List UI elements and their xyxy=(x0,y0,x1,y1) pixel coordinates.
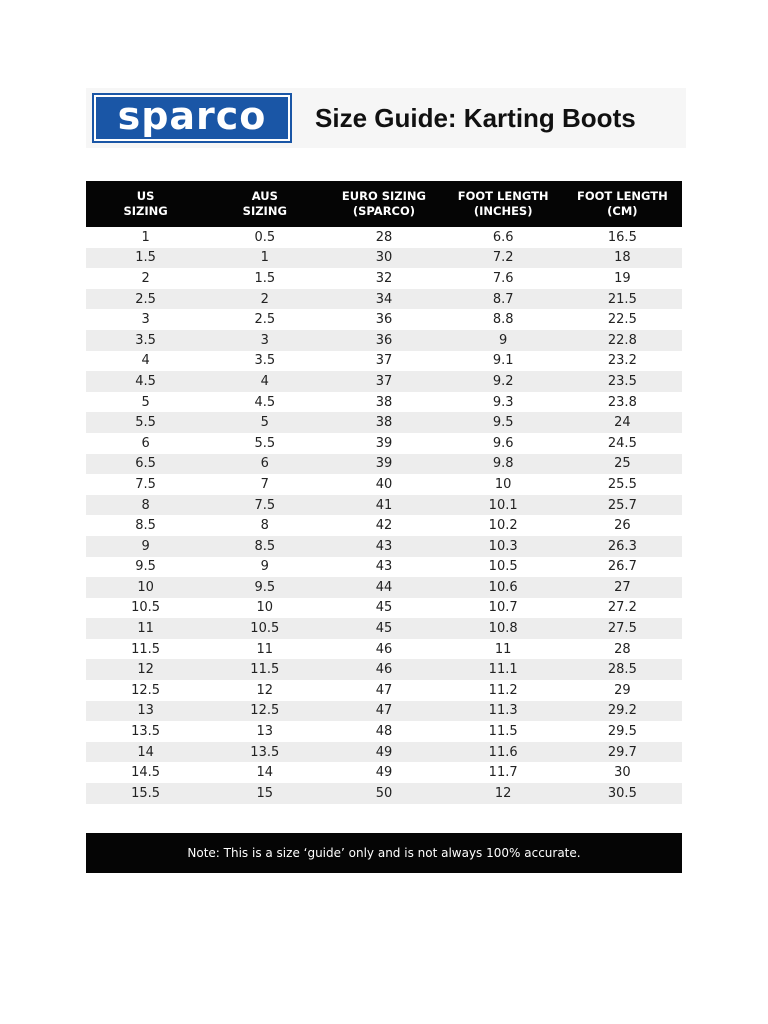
table-row xyxy=(86,248,682,269)
table-cell: 34 xyxy=(324,289,443,310)
table-cell: 1 xyxy=(205,248,324,269)
table-row xyxy=(86,433,682,454)
table-cell: 11.1 xyxy=(444,659,563,680)
table-row xyxy=(86,371,682,392)
table-cell: 12.5 xyxy=(131,682,161,698)
table-header xyxy=(86,181,682,227)
header-line: SIZING xyxy=(242,204,287,218)
table-cell: 29.2 xyxy=(563,701,682,722)
table-cell: 1.5 xyxy=(254,270,276,286)
table-cell: 7.2 xyxy=(444,248,563,269)
table-cell: 26.3 xyxy=(563,536,682,557)
table-cell: 42 xyxy=(375,518,393,534)
table-cell: 2.5 xyxy=(86,289,205,310)
table-cell: 18 xyxy=(563,248,682,269)
table-cell: 10.3 xyxy=(444,536,563,557)
table-cell: 28.5 xyxy=(563,659,682,680)
table-cell: 5.5 xyxy=(86,412,205,433)
table-cell: 10.7 xyxy=(488,600,518,616)
table-cell: 14 xyxy=(86,742,205,763)
table-cell: 25 xyxy=(563,454,682,475)
header-line: SIZING xyxy=(123,204,168,218)
table-cell: 11.5 xyxy=(205,659,324,680)
table-cell: 14.5 xyxy=(131,765,161,781)
table-row xyxy=(86,474,682,495)
table-cell: 8.7 xyxy=(444,289,563,310)
table-cell: 27.2 xyxy=(607,600,637,616)
table-cell: 11.3 xyxy=(444,701,563,722)
table-cell: 11.5 xyxy=(131,641,161,657)
table-cell: 3 xyxy=(141,312,150,328)
size-table xyxy=(86,181,682,804)
table-cell: 9.5 xyxy=(205,577,324,598)
table-row xyxy=(86,268,682,289)
table-cell: 14 xyxy=(256,765,274,781)
table-cell: 23.5 xyxy=(563,371,682,392)
table-cell: 12.5 xyxy=(205,701,324,722)
table-cell: 7.5 xyxy=(205,495,324,516)
header-euro-sizing xyxy=(324,181,443,227)
table-cell: 15.5 xyxy=(86,783,205,804)
table-cell: 3 xyxy=(205,330,324,351)
table-cell: 39 xyxy=(324,454,443,475)
table-cell: 23.8 xyxy=(607,394,637,410)
table-cell: 30 xyxy=(324,248,443,269)
table-cell: 38 xyxy=(324,412,443,433)
table-cell: 1 xyxy=(141,229,150,245)
table-cell: 9.6 xyxy=(492,435,514,451)
table-row xyxy=(86,783,682,804)
table-cell: 41 xyxy=(324,495,443,516)
table-cell: 29.5 xyxy=(607,724,637,740)
table-row xyxy=(86,577,682,598)
header-line: (SPARCO) xyxy=(352,204,416,218)
table-cell: 12 xyxy=(444,783,563,804)
table-cell: 10.5 xyxy=(131,600,161,616)
table-cell: 4 xyxy=(205,371,324,392)
table-cell: 7.6 xyxy=(492,270,514,286)
table-cell: 32 xyxy=(375,270,393,286)
table-cell: 9.8 xyxy=(444,454,563,475)
table-cell: 12 xyxy=(86,659,205,680)
table-cell: 9.2 xyxy=(444,371,563,392)
table-cell: 45 xyxy=(324,618,443,639)
table-row xyxy=(86,762,682,783)
table-row xyxy=(86,721,682,742)
table-cell: 25.7 xyxy=(563,495,682,516)
table-cell: 11.6 xyxy=(444,742,563,763)
table-cell: 43 xyxy=(324,536,443,557)
table-cell: 47 xyxy=(324,701,443,722)
table-cell: 5.5 xyxy=(254,435,276,451)
table-cell: 36 xyxy=(375,312,393,328)
table-cell: 50 xyxy=(324,783,443,804)
table-cell: 28 xyxy=(614,641,631,657)
table-cell: 7.5 xyxy=(135,476,156,492)
header-row xyxy=(86,181,682,227)
table-cell: 46 xyxy=(324,659,443,680)
table-cell: 26 xyxy=(614,518,631,534)
table-cell: 1.5 xyxy=(86,248,205,269)
table-cell: 27.5 xyxy=(563,618,682,639)
table-cell: 39 xyxy=(375,435,393,451)
table-cell: 49 xyxy=(375,765,393,781)
table-body xyxy=(86,227,682,804)
table-cell: 3.5 xyxy=(254,353,276,369)
table-cell: 11.2 xyxy=(488,682,518,698)
table-cell: 10.5 xyxy=(205,618,324,639)
header-line: FOOT LENGTH xyxy=(576,189,668,203)
note-text: Note: This is a size ‘guide’ only and is not always 100% accurate. xyxy=(187,846,581,860)
header-foot-length-cm xyxy=(563,181,682,227)
table-row xyxy=(86,598,682,619)
table-cell: 11.5 xyxy=(488,724,518,740)
table-row xyxy=(86,309,682,330)
table-cell: 6.6 xyxy=(492,229,514,245)
table-cell: 10 xyxy=(494,476,512,492)
table-cell: 13.5 xyxy=(131,724,161,740)
table-row xyxy=(86,495,682,516)
table-cell: 9.5 xyxy=(135,559,156,575)
table-row xyxy=(86,227,682,248)
table-cell: 2.5 xyxy=(254,312,276,328)
table-cell: 49 xyxy=(324,742,443,763)
table-row xyxy=(86,639,682,660)
table-cell: 28 xyxy=(375,229,393,245)
table-row xyxy=(86,412,682,433)
header-line: AUS xyxy=(251,189,278,203)
table-cell: 6 xyxy=(141,435,150,451)
table-cell: 16.5 xyxy=(607,229,637,245)
table-cell: 29.7 xyxy=(563,742,682,763)
header-line: (INCHES) xyxy=(473,204,533,218)
table-cell: 24 xyxy=(563,412,682,433)
logo-text: sparco xyxy=(117,94,267,138)
table-cell: 45 xyxy=(375,600,393,616)
table-cell: 10.6 xyxy=(444,577,563,598)
table-cell: 22.8 xyxy=(563,330,682,351)
header-line: EURO SIZING xyxy=(341,189,426,203)
table-cell: 22.5 xyxy=(607,312,637,328)
table-cell: 10.5 xyxy=(488,559,518,575)
table-cell: 44 xyxy=(324,577,443,598)
header-line: US xyxy=(136,189,155,203)
table-cell: 6 xyxy=(205,454,324,475)
table-cell: 19 xyxy=(614,270,631,286)
table-cell: 9.3 xyxy=(492,394,514,410)
table-cell: 5 xyxy=(205,412,324,433)
table-row xyxy=(86,330,682,351)
table-cell: 25.5 xyxy=(607,476,637,492)
table-cell: 8 xyxy=(260,518,269,534)
table-cell: 9 xyxy=(444,330,563,351)
table-row xyxy=(86,289,682,310)
table-cell: 9 xyxy=(86,536,205,557)
table-cell: 9.5 xyxy=(444,412,563,433)
table-cell: 10.1 xyxy=(444,495,563,516)
table-row xyxy=(86,536,682,557)
table-cell: 9.1 xyxy=(492,353,514,369)
table-cell: 10 xyxy=(86,577,205,598)
table-cell: 29 xyxy=(614,682,631,698)
table-cell: 46 xyxy=(375,641,393,657)
table-cell: 6.5 xyxy=(86,454,205,475)
table-cell: 11.7 xyxy=(488,765,518,781)
table-cell: 40 xyxy=(375,476,393,492)
header-foot-length-inches xyxy=(444,181,563,227)
table-cell: 26.7 xyxy=(607,559,637,575)
table-cell: 5 xyxy=(141,394,150,410)
table-cell: 7 xyxy=(260,476,269,492)
table-cell: 12 xyxy=(256,682,274,698)
table-cell: 8.5 xyxy=(205,536,324,557)
table-cell: 4 xyxy=(141,353,150,369)
table-cell: 24.5 xyxy=(607,435,637,451)
table-cell: 4.5 xyxy=(86,371,205,392)
table-row xyxy=(86,351,682,372)
table-row xyxy=(86,557,682,578)
table-row xyxy=(86,618,682,639)
table-cell: 11 xyxy=(256,641,274,657)
table-cell: 3.5 xyxy=(86,330,205,351)
table-cell: 8.8 xyxy=(492,312,514,328)
table-cell: 48 xyxy=(375,724,393,740)
table-cell: 47 xyxy=(375,682,393,698)
table-row xyxy=(86,454,682,475)
table-row xyxy=(86,742,682,763)
note-banner xyxy=(86,833,682,873)
table-row xyxy=(86,680,682,701)
table-cell: 4.5 xyxy=(254,394,276,410)
header-us-sizing xyxy=(86,181,205,227)
table-cell: 0.5 xyxy=(254,229,276,245)
table-row xyxy=(86,515,682,536)
header-aus-sizing xyxy=(205,181,324,227)
table-cell: 13 xyxy=(86,701,205,722)
page-title: Size Guide: Karting Boots xyxy=(315,103,636,133)
table-cell: 38 xyxy=(375,394,393,410)
table-cell: 9 xyxy=(260,559,269,575)
header-line: FOOT LENGTH xyxy=(457,189,549,203)
table-cell: 15 xyxy=(205,783,324,804)
table-cell: 2 xyxy=(141,270,150,286)
table-row xyxy=(86,701,682,722)
table-cell: 10 xyxy=(256,600,274,616)
table-cell: 36 xyxy=(324,330,443,351)
table-cell: 23.2 xyxy=(607,353,637,369)
table-cell: 37 xyxy=(324,371,443,392)
table-cell: 37 xyxy=(375,353,393,369)
table-cell: 43 xyxy=(375,559,393,575)
table-cell: 8.5 xyxy=(135,518,156,534)
table-cell: 30 xyxy=(614,765,631,781)
table-cell: 13.5 xyxy=(205,742,324,763)
table-cell: 8 xyxy=(86,495,205,516)
table-cell: 13 xyxy=(256,724,274,740)
table-cell: 10.8 xyxy=(444,618,563,639)
table-cell: 11 xyxy=(494,641,512,657)
table-cell: 21.5 xyxy=(563,289,682,310)
table-cell: 27 xyxy=(563,577,682,598)
table-cell: 2 xyxy=(205,289,324,310)
sparco-logo xyxy=(94,95,290,141)
table-row xyxy=(86,392,682,413)
table-cell: 11 xyxy=(86,618,205,639)
header-line: (CM) xyxy=(607,204,638,218)
table-cell: 30.5 xyxy=(563,783,682,804)
table-cell: 10.2 xyxy=(488,518,518,534)
table-row xyxy=(86,659,682,680)
